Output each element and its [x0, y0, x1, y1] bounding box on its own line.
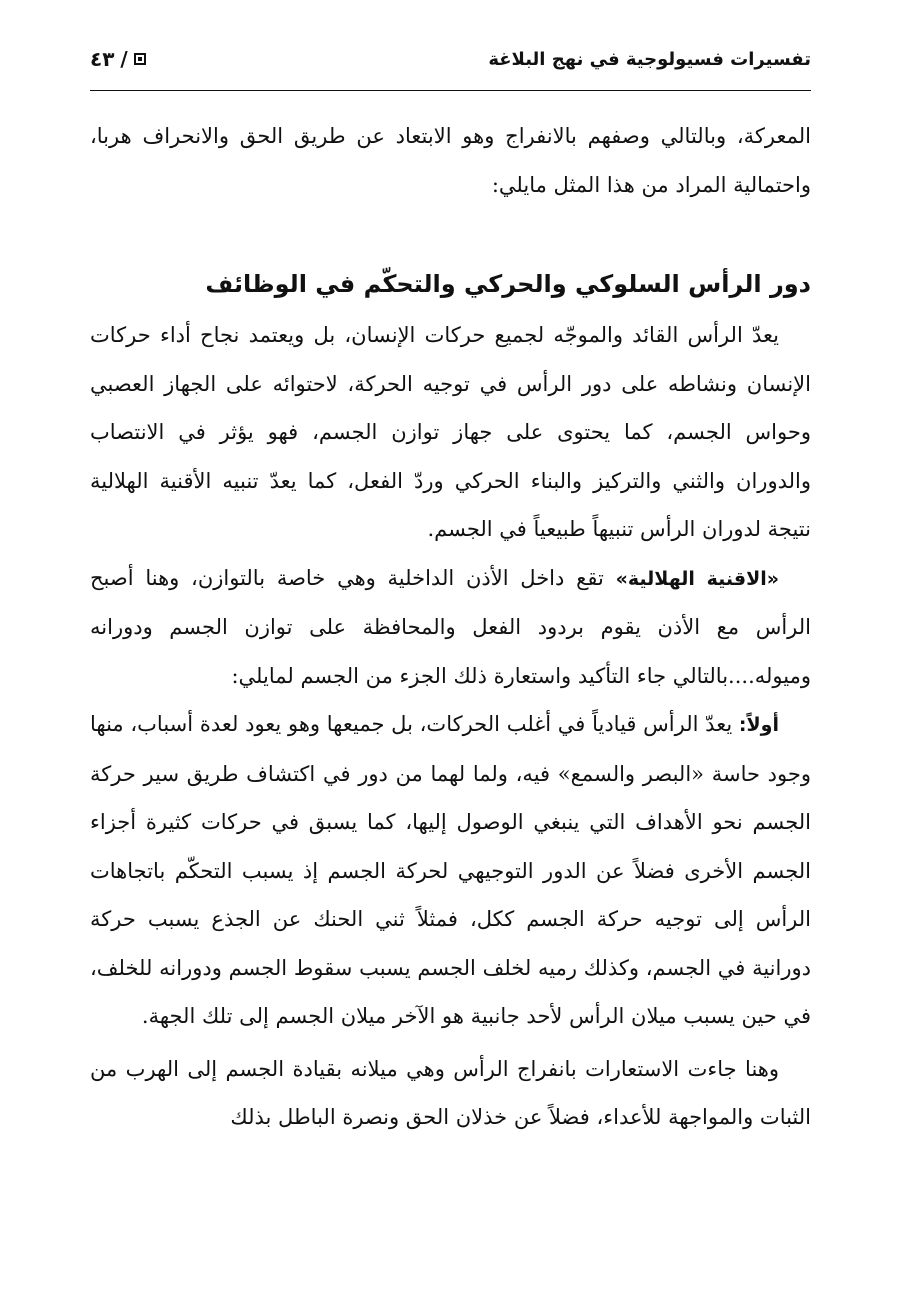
- page-number-block: [90, 46, 146, 72]
- running-title: تفسيرات فسيولوجية في نهج البلاغة: [488, 49, 811, 70]
- header-rule: [90, 90, 811, 91]
- paragraph-lead-term: «الاقنية الهلالية»: [615, 567, 780, 590]
- page-body: [90, 112, 811, 1142]
- paragraph-text: تقع داخل الأذن الداخلية وهي خاصة بالتوازن، وهنا أصبح الرأس مع الأذن يقوم بردود الفعل والمحافظة على توازن الجسم ودورانه وميوله....بالتالي جاء التأكيد واستعارة ذلك الجزء من الجسم لمايلي:: [90, 565, 811, 688]
- paragraph-semicircular-canals: [90, 554, 811, 701]
- page-number: ٤٣: [90, 47, 115, 71]
- paragraph-head-role: يعدّ الرأس القائد والموجّه لجميع حركات الإنسان، بل ويعتمد نجاح أداء حركات الإنسان ونشاطه على دور الرأس في توجيه الحركة، لاحتوائه على الجهاز العصبي وحواس الجسم، كما يحتوى على جهاز توازن الجسم، فهو يؤثر في الانتصاب والدوران والثني والتركيز والبناء الحركي وردّ الفعل، كما يعدّ تنبيه الأقنية الهلالية نتيجة لدوران الرأس تنبيهاً طبيعياً في الجسم.: [90, 323, 811, 541]
- paragraph-first-point: [90, 700, 811, 1041]
- page-header: [90, 42, 811, 86]
- paragraph-metaphor: وهنا جاءت الاستعارات بانفراج الرأس وهي ميلانه بقيادة الجسم إلى الهرب من الثبات والمواجهة للأعداء، فضلاً عن خذلان الحق ونصرة الباطل بذلك: [90, 1056, 811, 1129]
- paragraph-text: يعدّ الرأس قيادياً في أغلب الحركات، بل جميعها وهو يعود لعدة أسباب، منها وجود حاسة «البصر والسمع» فيه، ولما لهما من دور في اكتشاف طريق سير حركة الجسم نحو الأهداف التي ينبغي الوصول إليها، كما يسبق في حركات كثيرة أجزاء الجسم الأخرى فضلاً عن الدور التوجيهي لحركة الجسم إذ يسبب التحكّم باتجاهات الرأس إلى توجيه حركة الجسم ككل، فمثلاً ثني الحنك عن الجذع يسبب حركة دورانية في الجسم، وكذلك رميه لخلف الجسم يسبب سقوط الجسم ودورانه للخلف، في حين يسبب ميلان الرأس لأحد جانبية هو الآخر ميلان الجسم إلى تلك الجهة.: [90, 712, 811, 1028]
- section-heading: دور الرأس السلوكي والحركي والتحكّم في الوظائف: [205, 270, 811, 298]
- paragraph-lead-first: أولاً:: [738, 714, 779, 736]
- paragraph-continuation: المعركة، وبالتالي وصفهم بالانفراج وهو الابتعاد عن طريق الحق والانحراف هربا، واحتمالية المراد من هذا المثل مايلي:: [90, 124, 811, 197]
- page-separator: /: [120, 47, 128, 71]
- square-ornament-icon: [134, 53, 146, 65]
